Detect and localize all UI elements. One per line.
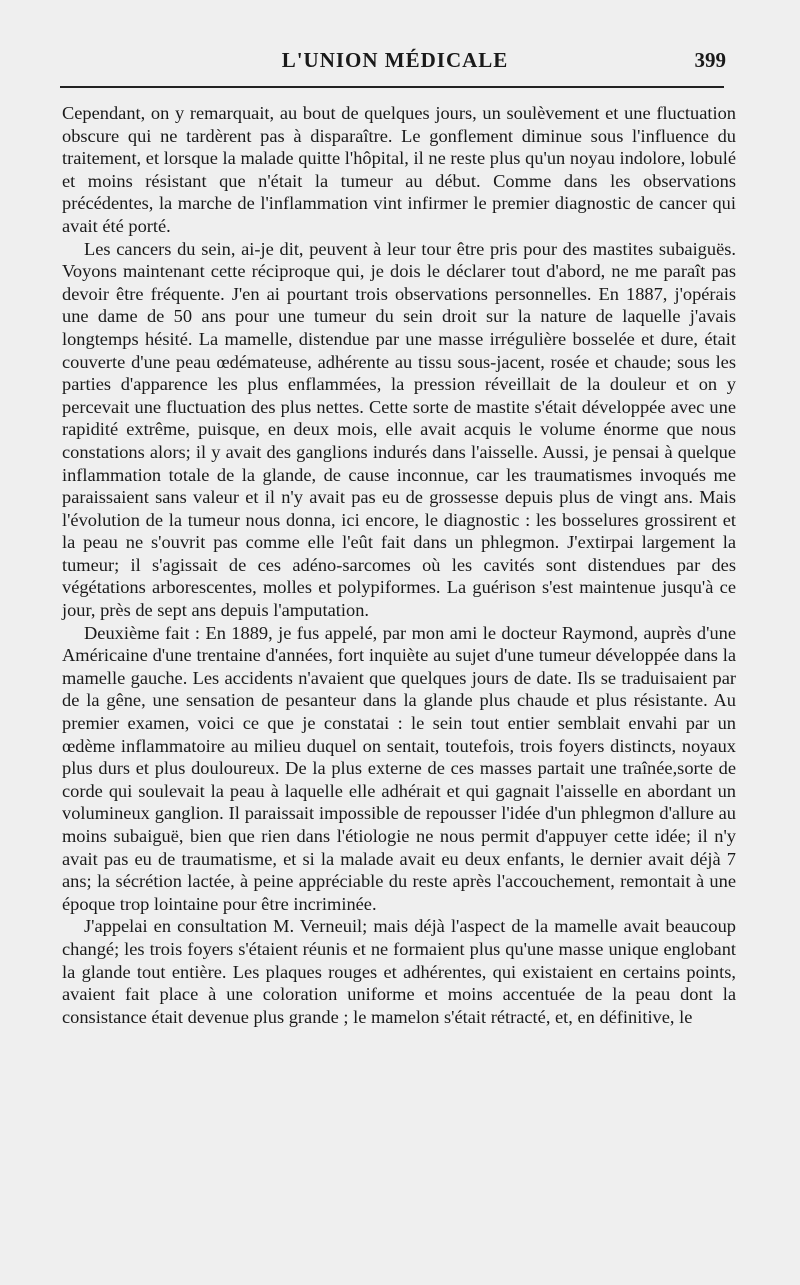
header-rule <box>60 86 724 88</box>
page-header <box>60 46 730 78</box>
paragraph-cancers-du-sein: Les cancers du sein, ai-je dit, peuvent à leur tour être pris pour des mastites subaiguës. Voyons maintenant cette réciproque qui, je dois le déclarer tout d'abord, ne me paraît pas devoir être fréquente. J'en ai pourtant trois observations personnelles. En 1887, j'opérais une dame de 50 ans pour une tumeur du sein droit sur la nature de laquelle j'avais longtemps hésité. La mamelle, distendue par une masse irrégulière bosselée et dure, était couverte d'une peau œdémateuse, adhérente au tissu sous-jacent, rosée et chaude; sous les parties d'apparence les plus enflammées, la pression réveillait de la douleur et on y percevait une fluctuation des plus nettes. Cette sorte de mastite s'était développée avec une rapidité extrême, puisque, en deux mois, elle avait acquis le volume énorme que nous constations alors; il y avait des ganglions indurés dans l'aisselle. Aussi, je pensai à quelque inflammation totale de la glande, de cause inconnue, car les traumatismes invoqués me paraissaient sans valeur et il n'y avait pas eu de grossesse depuis plus de vingt ans. Mais l'évolution de la tumeur nous donna, ici encore, le diagnostic : les bosselures grossirent et la peau ne s'ouvrit pas comme elle l'eût fait dans un phlegmon. J'extirpai largement la tumeur; il s'agissait de ces adéno-sarcomes où les cavités sont distendues par des végétations arborescentes, molles et polypiformes. La guérison s'est maintenue jusqu'à ce jour, près de sept ans depuis l'amputation. <box>62 238 736 621</box>
paragraph-consultation: J'appelai en consultation M. Verneuil; mais déjà l'aspect de la mamelle avait beaucoup changé; les trois foyers s'étaient réunis et ne formaient plus qu'une masse unique englobant la glande tout entière. Les plaques rouges et adhérentes, qui existaient en certains points, avaient fait place à une coloration uniforme et moins accentuée de la peau dont la consistance était devenue plus grande ; le mamelon s'était rétracté, et, en définitive, le <box>62 916 736 1027</box>
paragraph-continuation: Cependant, on y remarquait, au bout de quelques jours, un soulèvement et une fluctuation obscure qui ne tardèrent pas à disparaître. Le gonflement diminue sous l'influence du traitement, et lorsque la malade quitte l'hôpital, il ne reste plus qu'un noyau indolore, lobulé et moins résistant que n'était la tumeur au début. Comme dans les observations précédentes, la marche de l'inflammation vint infirmer le premier diagnostic de cancer qui avait été porté. <box>62 103 736 236</box>
page-number: 399 <box>694 48 726 72</box>
paragraph-deuxieme-fait: Deuxième fait : En 1889, je fus appelé, par mon ami le docteur Raymond, auprès d'une Américaine d'une trentaine d'années, fort inquiète au sujet d'une tumeur développée dans la mamelle gauche. Les accidents n'avaient que quelques jours de date. Ils se traduisaient par de la gêne, une sensation de pesanteur dans la glande plus chaude et plus résistante. Au premier examen, voici ce que je constatai : le sein tout entier semblait envahi par un œdème inflammatoire au milieu duquel on sentait, toutefois, trois foyers distincts, noyaux plus durs et plus douloureux. De la plus externe de ces masses partait une traînée,sorte de corde qui soulevait la peau à laquelle elle adhérait et qui gagnait l'aisselle en abordant un volumineux ganglion. Il paraissait impossible de repousser l'idée d'un phlegmon d'allure au moins subaiguë, bien que rien dans l'étiologie ne nous permit d'appuyer cette idée; il n'y avait pas eu de traumatisme, et si la malade avait eu deux enfants, le dernier avait déjà 7 ans; la sécrétion lactée, à peine appréciable du reste après l'accouchement, remontait à une époque trop lointaine pour être incriminée. <box>62 622 736 914</box>
article-body <box>62 102 736 1028</box>
running-title: L'UNION MÉDICALE <box>281 48 509 72</box>
